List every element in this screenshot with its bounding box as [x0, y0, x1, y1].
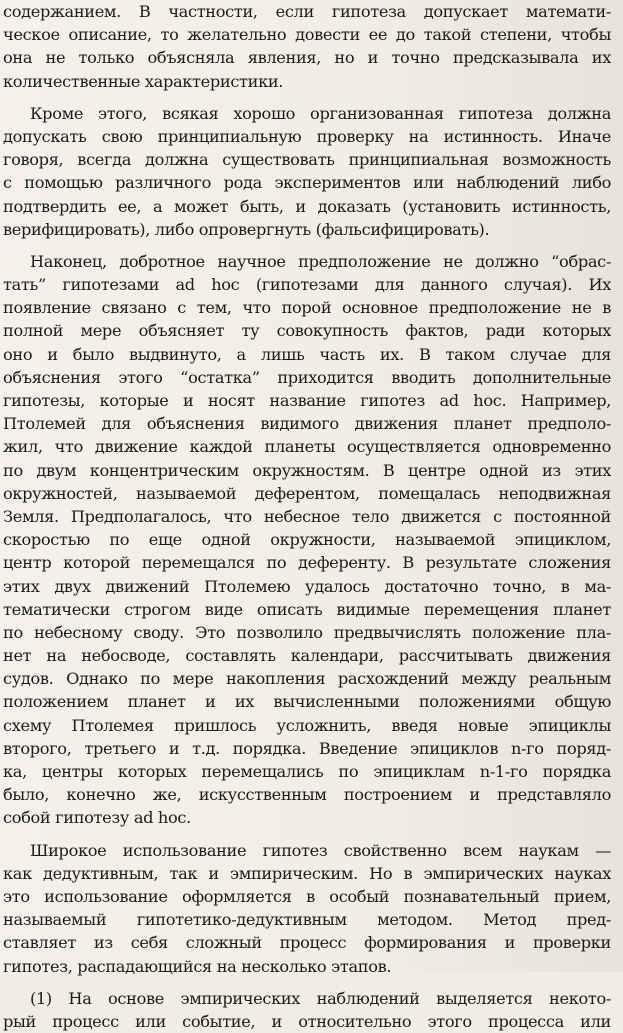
text-line: Кроме этого, всякая хорошо организованная гипотеза должна — [30, 103, 611, 123]
text-line: содержанием. В частности, если гипотеза допускает математи- — [3, 2, 611, 21]
paragraph — [3, 839, 611, 978]
paragraph — [3, 102, 611, 241]
text-line: оно и было выдвинуто, а лишь часть их. В таком случае для — [3, 344, 611, 364]
text-line: скоростью по еще одной окружности, называемой эпициклом, — [3, 530, 611, 550]
text-line: (1) На основе эмпирических наблюдений выделяется некото- — [30, 988, 611, 1008]
text-line: по небесному своду. Это позволило предвычислять положение пла- — [3, 622, 611, 642]
text-line: нет на небосводе, составлять календари, рассчитывать движения — [3, 646, 611, 666]
paragraph — [3, 250, 611, 830]
text-line: тать” гипотезами ad hoc (гипотезами для данного случая). Их — [3, 275, 611, 295]
text-line: положением планет и их вычисленными положениями общую — [3, 692, 611, 712]
text-line: этих двух движений Птолемею удалось достаточно точно, в ма- — [3, 576, 611, 596]
text-line: схему Птолемея пришлось усложнить, введя новые эпициклы — [3, 715, 611, 735]
text-line: центр которой перемещался по деференту. В результате сложения — [3, 553, 611, 573]
text-line: жил, что движение каждой планеты осуществляется одновременно — [3, 437, 611, 457]
text-line: подтвердить ее, а может быть, и доказать (установить истинность, — [3, 196, 611, 216]
paragraph — [3, 0, 611, 93]
text-line: гипотез, распадающийся на несколько этапов. — [3, 956, 392, 976]
text-line: судов. Однако по мере накопления расхождений между реальным — [3, 669, 611, 689]
paragraph-gap — [3, 830, 611, 839]
text-line: называемый гипотетико-дедуктивным методом. Метод пред- — [3, 910, 611, 930]
paragraph-gap — [3, 93, 611, 102]
text-line: собой гипотезу ad hoc. — [3, 808, 191, 828]
text-line: с помощью различного рода экспериментов или наблюдений либо — [3, 173, 611, 193]
text-line: было, конечно же, искусственным построением и представляло — [3, 785, 611, 805]
text-line: говоря, всегда должна существовать принципиальная возможность — [3, 150, 611, 170]
paragraph-gap — [3, 978, 611, 987]
text-line: окружностей, называемой деферентом, помещалась неподвижная — [3, 483, 611, 503]
text-line: количественные характеристики. — [3, 71, 284, 91]
text-line: рый процесс или событие, и относительно этого процесса или — [3, 1011, 611, 1031]
text-line: объяснения этого “остатка” приходится вводить дополнительные — [3, 367, 611, 387]
text-line: допускать свою принципиальную проверку на истинность. Иначе — [3, 126, 611, 146]
text-line: второго, третьего и т.д. порядка. Введение эпициклов n-го поряд- — [3, 738, 611, 758]
text-line: это использование оформляется в особый познавательный прием, — [3, 886, 611, 906]
text-line: появление связано с тем, что порой основное предположение не в — [3, 298, 611, 318]
paragraph-gap — [3, 241, 611, 250]
text-line: гипотезы, которые и носят название гипотез ad hoc. Например, — [3, 391, 611, 410]
text-line: она не только объясняла явления, но и точно предсказывала их — [3, 48, 611, 68]
text-line: Земля. Предполагалось, что небесное тело движется с постоянной — [3, 506, 611, 526]
text-line: Наконец, добротное научное предположение не должно “обрас- — [30, 251, 611, 271]
text-line: ческое описание, то желательно довести ее до такой степени, чтобы — [3, 25, 611, 45]
text-line: верифицировать), либо опровергнуть (фальсифицировать). — [3, 219, 490, 239]
text-line: полной мере объясняет ту совокупность фактов, ради которых — [3, 321, 611, 341]
text-line: по двум концентрическим окружностям. В центре одной из этих — [3, 460, 611, 480]
text-line: ка, центры которых перемещались по эпициклам n-1-го порядка — [3, 762, 611, 781]
text-line: тематически строгом виде описать видимые перемещения планет — [3, 599, 611, 619]
text-line: как дедуктивным, так и эмпирическим. Но в эмпирических науках — [3, 863, 611, 883]
text-line: Широкое использование гипотез свойственно всем наукам — — [30, 840, 611, 860]
text-line: Птолемей для объяснения видимого движения планет предполо- — [3, 414, 611, 434]
paragraph — [3, 987, 611, 1033]
text-line: ставляет из себя сложный процесс формирования и проверки — [3, 933, 611, 953]
